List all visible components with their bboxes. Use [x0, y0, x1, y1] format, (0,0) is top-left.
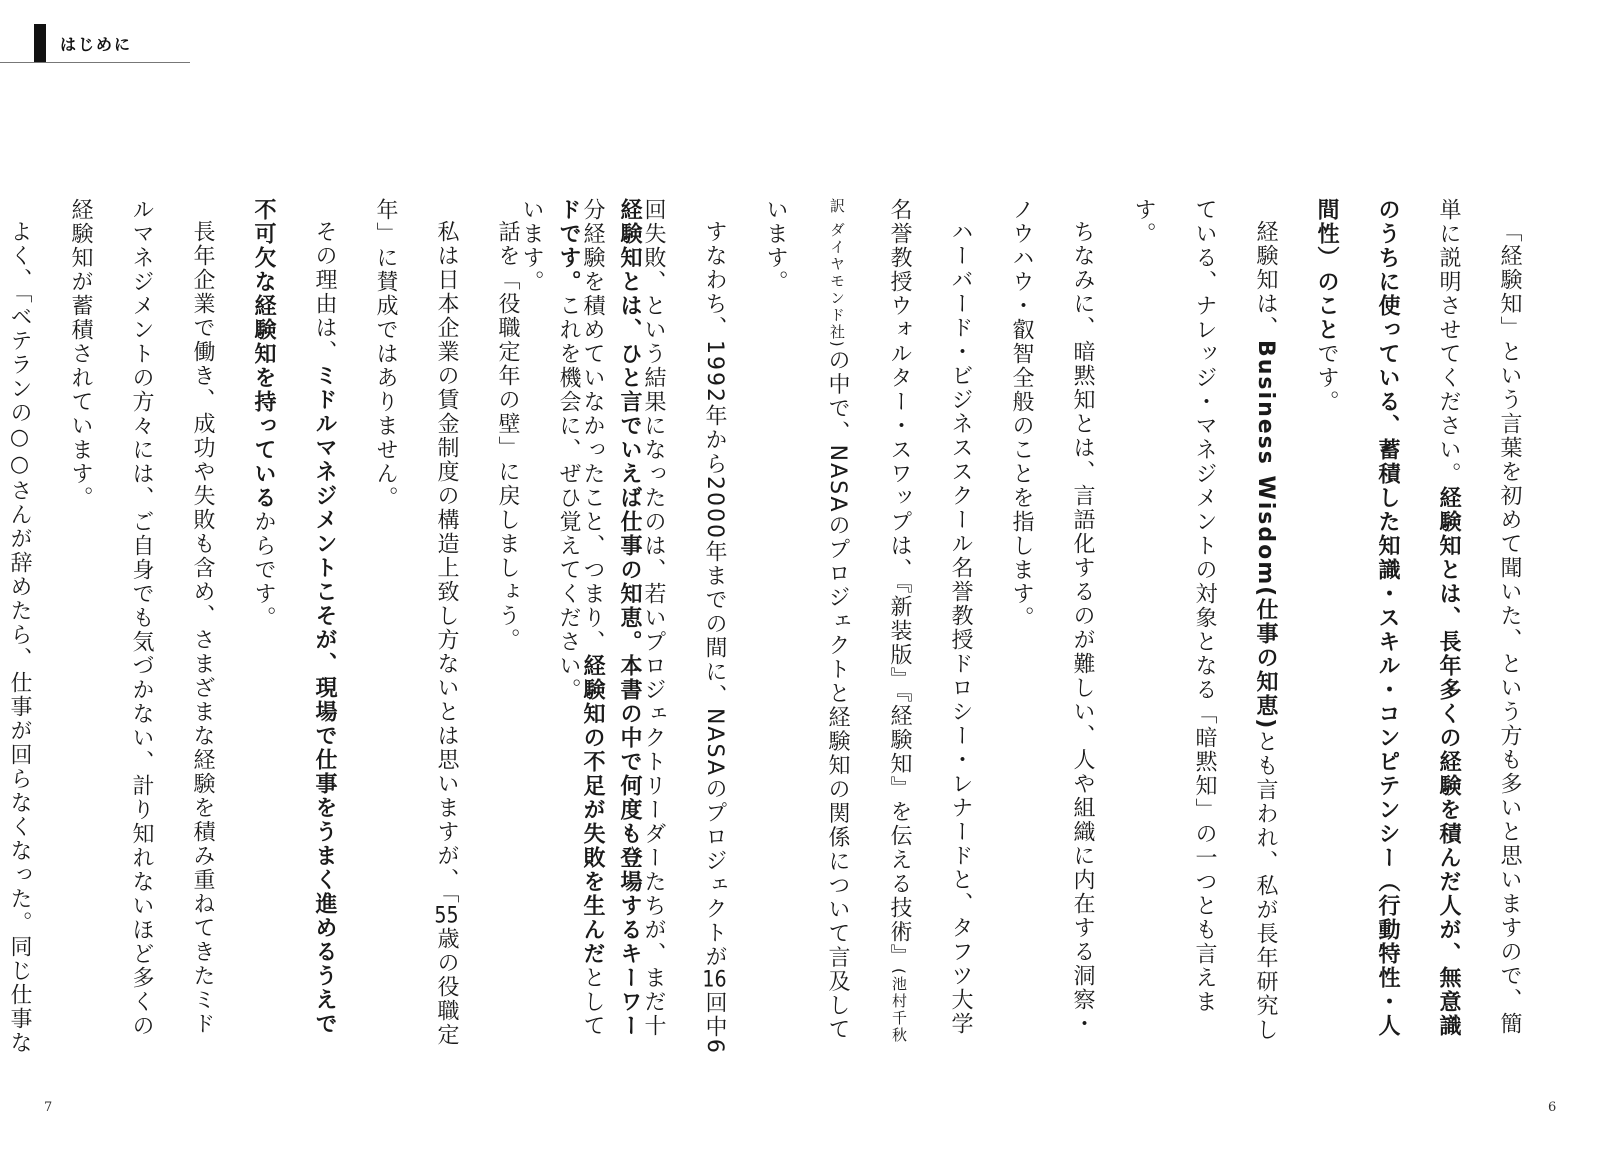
bold-span: Business Wisdom(仕事の知恵): [1253, 340, 1278, 731]
right-paragraph-3: [991, 198, 1113, 1058]
text-span: からです。: [251, 510, 276, 630]
left-paragraph-4: [233, 198, 355, 1058]
text-span: とも言われ、私が長年研究している、ナレッジ・マネジメントの対象となる「暗黙知」の一つとも言えます。: [1131, 198, 1278, 1043]
left-paragraph-3: [355, 198, 477, 1058]
right-paragraph-2: [1113, 198, 1296, 1058]
bold-span: 経験知とは、長年多くの経験を積んだ人が、無意識のうちに使っている、蓄積した知識・スキル・コンピテンシー（行動特性・人間性）のこと: [1314, 198, 1461, 1038]
text-span: これを機会に、ぜひ覚えてください。: [556, 294, 581, 702]
section-title: はじめに: [60, 35, 133, 54]
left-paragraph-6: [0, 198, 50, 1058]
text-span: です。: [1314, 342, 1339, 414]
section-marker-bar: [34, 24, 46, 62]
text-span: すなわち、1992年から2000年までの間に、NASAのプロジェクトが: [702, 220, 727, 969]
text-span: 歳の役職定年」に賛成ではありません。: [373, 198, 459, 1047]
text-span: 私は日本企業の賃金制度の構造上致し方ないとは思いますが、「: [434, 220, 459, 905]
text-span: 回中6回失敗、という結果になったのは、若いプロジェクトリーダーたちが、まだ十分経験を積めていなかったこと、つまり、: [580, 198, 727, 1055]
text-span: としています。: [519, 198, 605, 1038]
text-span: ハーバード・ビジネススクール名誉教授ドロシー・レナードと、タフツ大学名誉教授ウォルター・スワップは、『新装版』『経験知』を伝える技術』: [887, 198, 973, 1036]
left-page-body: [7, 198, 700, 1058]
citation-span: (池村千秋訳 ダイヤモンド社): [828, 198, 908, 1044]
header-rule: [0, 62, 190, 63]
number-span: 55: [434, 905, 459, 927]
right-paragraph-4: [745, 198, 991, 1058]
page-number-left: 7: [44, 1100, 53, 1115]
left-paragraph-5: [50, 198, 233, 1058]
bold-span: 経験知とは、ひと言でいえば仕事の知恵。本書の中で何度も登場するキーワードです。: [556, 198, 642, 1038]
text-span: 「経験知」という言葉を初めて聞いた、という方も多いと思いますので、簡単に説明させてください。: [1436, 198, 1522, 1036]
text-span: の中で、NASAのプロジェクトと経験知の関係について言及しています。: [763, 198, 850, 1042]
page-number-right: 6: [1548, 1100, 1557, 1115]
number-span: 16: [702, 968, 727, 991]
left-paragraph-1: [538, 198, 660, 1058]
text-span: よく、「ベテランの○○さんが辞めたら、仕事が回らなくなった。同じ仕事な: [7, 220, 32, 1055]
right-paragraph-1: [1296, 198, 1540, 1058]
text-span: ちなみに、暗黙知とは、言語化するのが難しい、人や組織に内在する洞察・ノウハウ・叡智全般のことを指します。: [1009, 198, 1095, 1036]
bold-span: 経験知の不足が失敗を生んだ: [580, 654, 605, 966]
bold-span: ミドルマネジメントこそが、現場で仕事をうまく進めるうえで不可欠な経験知を持っている: [251, 198, 337, 1036]
text-span: 長年企業で働き、成功や失敗も含め、さまざまな経験を積み重ねてきたミドルマネジメントの方々には、ご自身でも気づかない、計り知れないほど多くの経験知が蓄積されています。: [68, 198, 215, 1038]
text-span: 経験知は、: [1253, 220, 1278, 340]
text-span: 話を「役職定年の壁」に戻しましょう。: [495, 220, 520, 652]
left-paragraph-2: [477, 198, 538, 1058]
text-span: その理由は、: [312, 220, 337, 364]
